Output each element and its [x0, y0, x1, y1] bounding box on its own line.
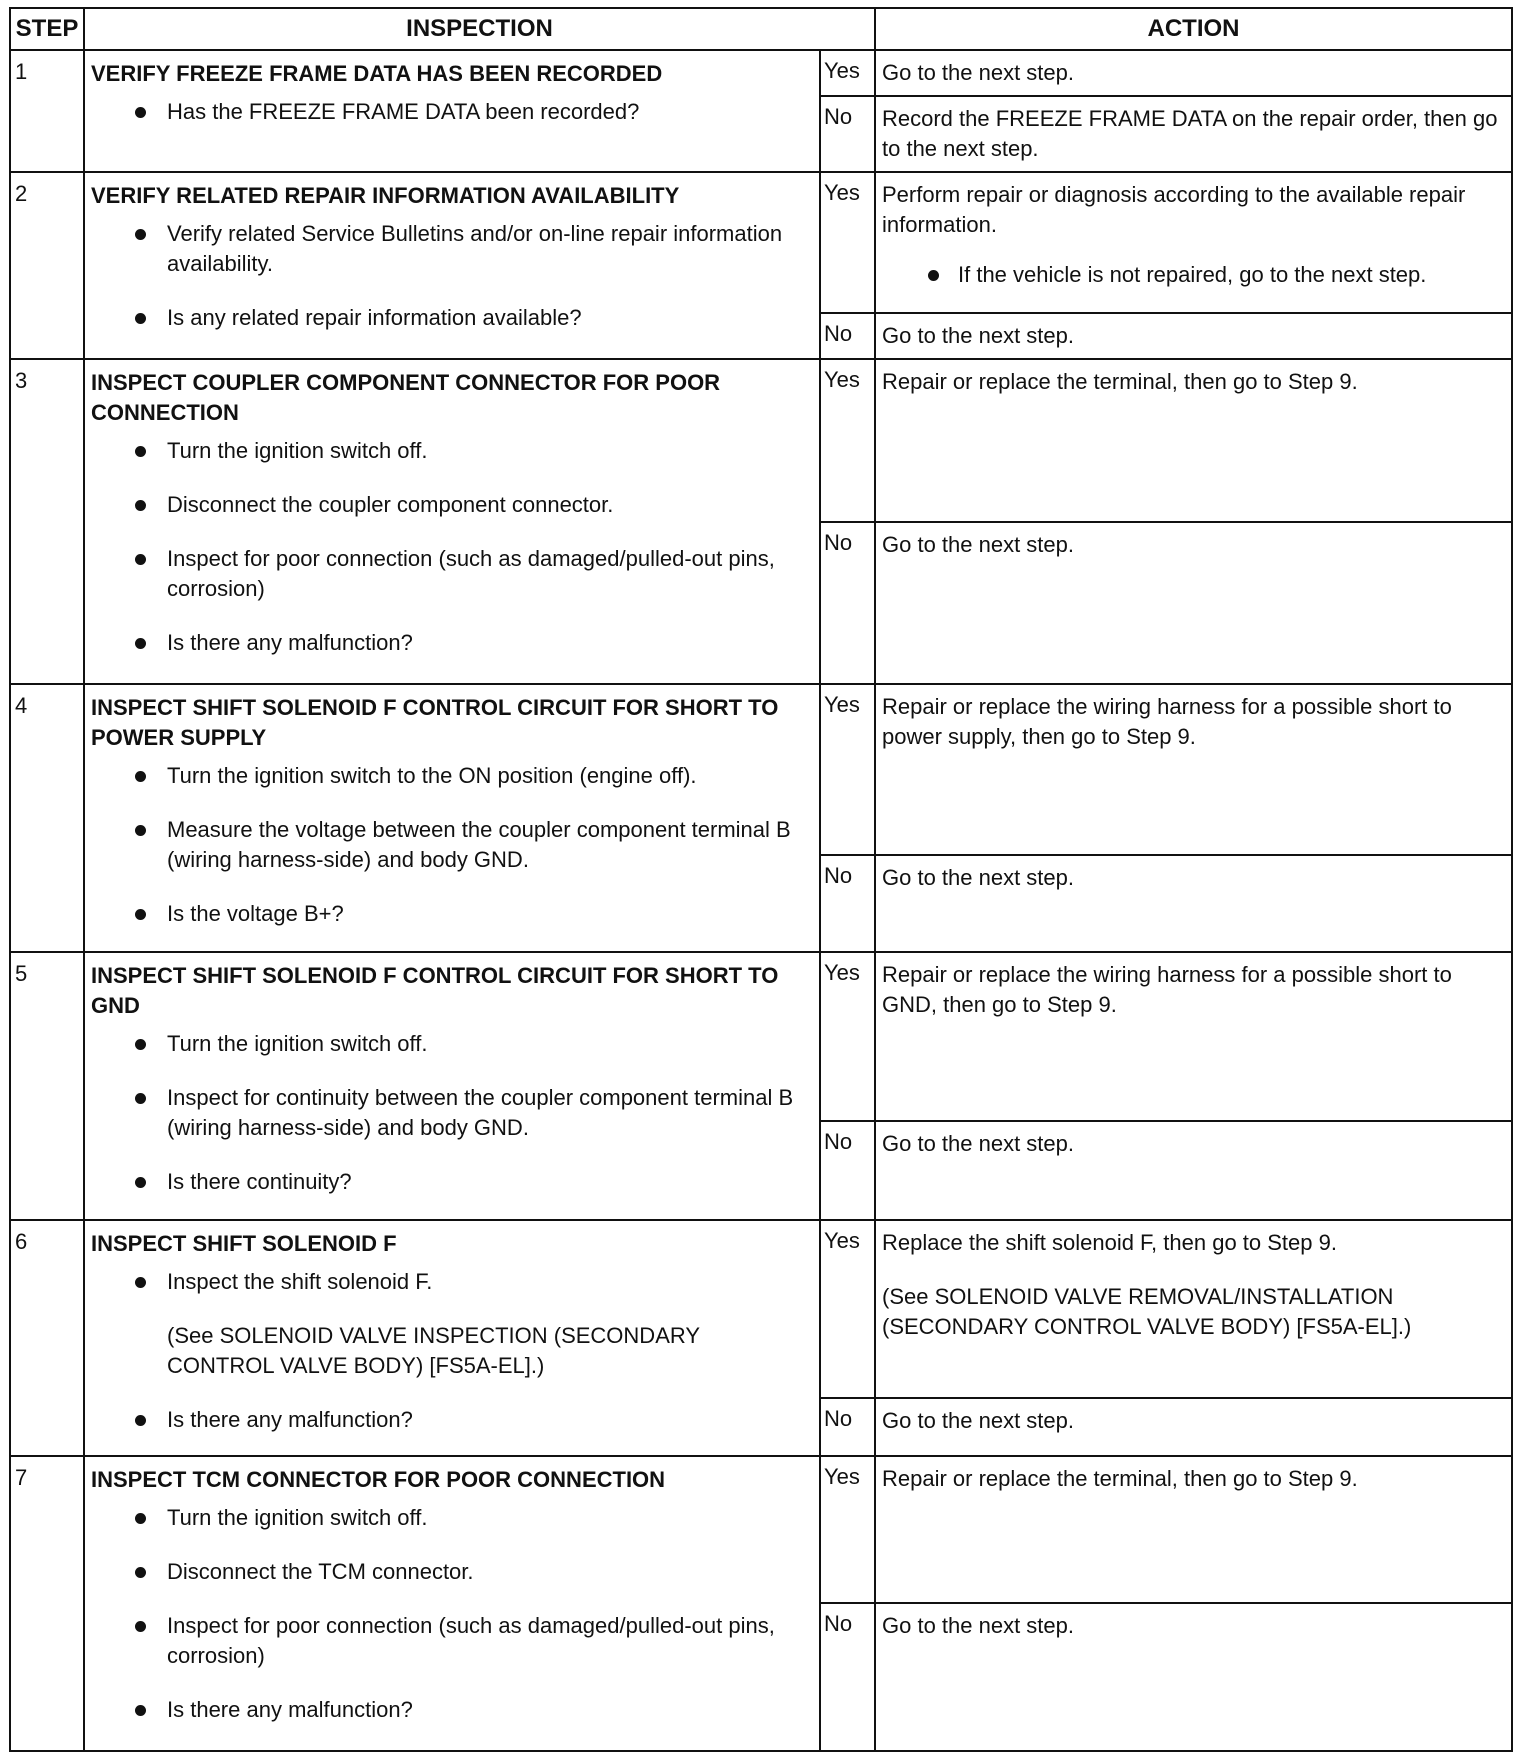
no-action: Go to the next step. [875, 1603, 1512, 1751]
bullet-icon [135, 500, 146, 511]
bullet-icon [135, 313, 146, 324]
inspection-item: Is there continuity? [91, 1167, 811, 1197]
yes-action: Replace the shift solenoid F, then go to Step 9. (See SOLENOID VALVE REMOVAL/INSTALLATION (SECONDARY CONTROL VALVE BODY) [FS5A-EL].) [875, 1220, 1512, 1398]
inspection-item: Inspect for continuity between the coupler component terminal B (wiring harness-side) and body GND. [91, 1083, 811, 1143]
yes-label: Yes [820, 359, 875, 522]
bullet-icon [135, 1513, 146, 1524]
yes-label: Yes [820, 50, 875, 96]
bullet-icon [135, 107, 146, 118]
inspection-item: Verify related Service Bulletins and/or on-line repair information availability. [91, 219, 811, 279]
inspection-item: Is any related repair information available? [91, 303, 811, 333]
inspection-item: Has the FREEZE FRAME DATA been recorded? [91, 97, 811, 127]
bullet-icon [135, 638, 146, 649]
yes-label: Yes [820, 684, 875, 855]
yes-action: Go to the next step. [875, 50, 1512, 96]
no-action: Go to the next step. [875, 1121, 1512, 1220]
inspection-item: Inspect for poor connection (such as damaged/pulled-out pins, corrosion) [91, 544, 811, 604]
inspection-item: Disconnect the coupler component connector. [91, 490, 811, 520]
no-label: No [820, 1121, 875, 1220]
inspection-note: (See SOLENOID VALVE INSPECTION (SECONDARY CONTROL VALVE BODY) [FS5A-EL].) [167, 1323, 700, 1378]
inspection-item: Inspect the shift solenoid F. [91, 1267, 811, 1297]
bullet-icon [135, 825, 146, 836]
yes-action: Repair or replace the terminal, then go to Step 9. [875, 1456, 1512, 1603]
inspection-list [91, 761, 811, 929]
inspection-list [91, 219, 811, 333]
bullet-icon [135, 771, 146, 782]
bullet-icon [135, 1567, 146, 1578]
header-action: ACTION [875, 8, 1512, 50]
no-label: No [820, 1603, 875, 1751]
no-label: No [820, 1398, 875, 1456]
no-label: No [820, 96, 875, 172]
bullet-icon [135, 909, 146, 920]
bullet-icon [135, 1705, 146, 1716]
no-label: No [820, 855, 875, 952]
inspection-title: VERIFY RELATED REPAIR INFORMATION AVAILABILITY [91, 183, 680, 208]
inspection-list [91, 1267, 811, 1435]
yes-action: Repair or replace the terminal, then go to Step 9. [875, 359, 1512, 522]
yes-action: Perform repair or diagnosis according to the available repair information. If the vehicle is not repaired, go to the next step. [875, 172, 1512, 313]
no-action: Go to the next step. [875, 522, 1512, 684]
bullet-icon [135, 446, 146, 457]
step-inspection [84, 952, 820, 1220]
inspection-list [91, 97, 811, 127]
inspection-title: INSPECT COUPLER COMPONENT CONNECTOR FOR POOR CONNECTION [91, 370, 721, 425]
inspection-title: INSPECT TCM CONNECTOR FOR POOR CONNECTION [91, 1467, 666, 1492]
inspection-title: INSPECT SHIFT SOLENOID F CONTROL CIRCUIT FOR SHORT TO GND [91, 963, 779, 1018]
step-inspection [84, 684, 820, 952]
inspection-list [91, 436, 811, 658]
diagnostic-procedure-document [9, 7, 1511, 1752]
inspection-title: INSPECT SHIFT SOLENOID F CONTROL CIRCUIT FOR SHORT TO POWER SUPPLY [91, 695, 779, 750]
action-sub-item: If the vehicle is not repaired, go to the next step. [882, 260, 1505, 290]
yes-label: Yes [820, 1456, 875, 1603]
bullet-icon [928, 270, 939, 281]
step-3-yes-row [10, 359, 1512, 522]
step-number: 5 [10, 952, 84, 1220]
step-number: 4 [10, 684, 84, 952]
inspection-item: Is there any malfunction? [91, 628, 811, 658]
inspection-item: Is there any malfunction? [91, 1405, 811, 1435]
inspection-item: Measure the voltage between the coupler component terminal B (wiring harness-side) and body GND. [91, 815, 811, 875]
no-label: No [820, 313, 875, 359]
step-inspection [84, 50, 820, 172]
no-action: Go to the next step. [875, 1398, 1512, 1456]
step-inspection [84, 359, 820, 684]
inspection-list [91, 1029, 811, 1197]
bullet-icon [135, 1621, 146, 1632]
step-number: 7 [10, 1456, 84, 1751]
bullet-icon [135, 1177, 146, 1188]
header-step: STEP [10, 8, 84, 50]
step-1-yes-row [10, 50, 1512, 96]
inspection-title: VERIFY FREEZE FRAME DATA HAS BEEN RECORDED [91, 61, 663, 86]
inspection-item: Turn the ignition switch off. [91, 1029, 811, 1059]
inspection-title: INSPECT SHIFT SOLENOID F [91, 1231, 397, 1256]
step-inspection [84, 1456, 820, 1751]
no-action: Record the FREEZE FRAME DATA on the repair order, then go to the next step. [875, 96, 1512, 172]
step-4-yes-row [10, 684, 1512, 855]
yes-action: Repair or replace the wiring harness for a possible short to GND, then go to Step 9. [875, 952, 1512, 1121]
diagnostic-table [9, 7, 1513, 1752]
inspection-item: Disconnect the TCM connector. [91, 1557, 811, 1587]
bullet-icon [135, 554, 146, 565]
no-label: No [820, 522, 875, 684]
step-5-yes-row [10, 952, 1512, 1121]
no-action: Go to the next step. [875, 855, 1512, 952]
step-number: 1 [10, 50, 84, 172]
inspection-item: Turn the ignition switch off. [91, 436, 811, 466]
step-inspection [84, 172, 820, 359]
no-action: Go to the next step. [875, 313, 1512, 359]
step-7-yes-row [10, 1456, 1512, 1603]
inspection-item: Inspect for poor connection (such as damaged/pulled-out pins, corrosion) [91, 1611, 811, 1671]
step-number: 3 [10, 359, 84, 684]
inspection-list [91, 1503, 811, 1725]
step-number: 2 [10, 172, 84, 359]
inspection-item: Turn the ignition switch off. [91, 1503, 811, 1533]
inspection-item: Is the voltage B+? [91, 899, 811, 929]
bullet-icon [135, 229, 146, 240]
step-inspection [84, 1220, 820, 1456]
yes-action: Repair or replace the wiring harness for a possible short to power supply, then go to Step 9. [875, 684, 1512, 855]
header-inspection: INSPECTION [84, 8, 875, 50]
inspection-item: Is there any malfunction? [91, 1695, 811, 1725]
bullet-icon [135, 1093, 146, 1104]
step-6-yes-row [10, 1220, 1512, 1398]
yes-label: Yes [820, 952, 875, 1121]
bullet-icon [135, 1039, 146, 1050]
bullet-icon [135, 1277, 146, 1288]
step-2-yes-row [10, 172, 1512, 313]
yes-label: Yes [820, 172, 875, 313]
bullet-icon [135, 1415, 146, 1426]
step-number: 6 [10, 1220, 84, 1456]
header-row [10, 8, 1512, 50]
inspection-item: Turn the ignition switch to the ON position (engine off). [91, 761, 811, 791]
yes-label: Yes [820, 1220, 875, 1398]
